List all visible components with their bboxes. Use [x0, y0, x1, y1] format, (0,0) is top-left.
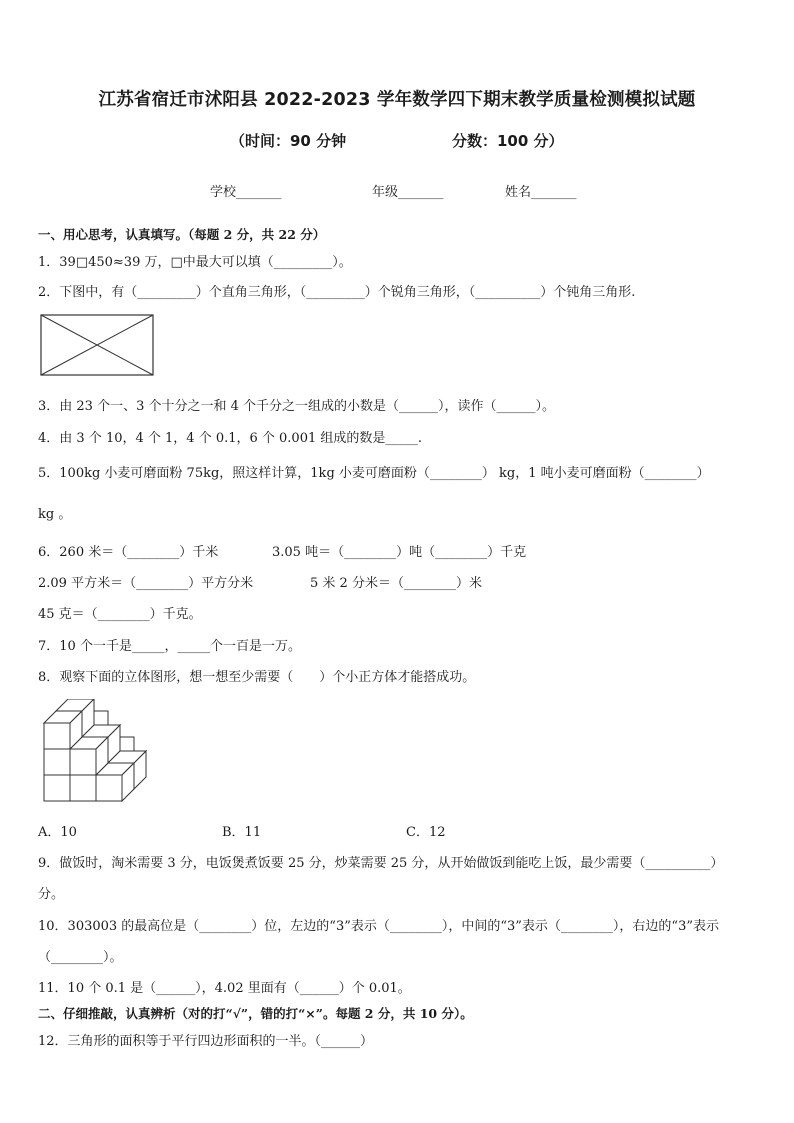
question-11: 11．10 个 0.1 是（______），4.02 里面有（______）个 0.01。: [38, 981, 411, 996]
question-7: 7．10 个一千是_____，_____个一百是一万。: [38, 639, 301, 654]
question-5-line-1: 5．100kg 小麦可磨面粉 75kg，照这样计算，1kg 小麦可磨面粉（________） kg，1 吨小麦可磨面粉（________）: [38, 466, 710, 481]
question-6-part-d: 5 米 2 分米＝（________）米: [310, 576, 482, 591]
question-3: 3．由 23 个一、3 个十分之一和 4 个千分之一组成的小数是（______），读作（______）。: [38, 399, 556, 414]
rectangle-with-diagonals-icon: [40, 314, 156, 378]
question-12: 12．三角形的面积等于平行四边形面积的一半。（______）: [38, 1034, 374, 1049]
question-6-part-e: 45 克＝（________）千克。: [38, 607, 202, 622]
question-5-line-2: kg 。: [38, 507, 72, 522]
question-8: 8．观察下面的立体图形，想一想至少需要（ ）个小正方体才能搭成功。: [38, 670, 476, 685]
option-c: C．12: [406, 825, 446, 840]
grade-field: 年级_______: [372, 185, 444, 200]
question-10-line-2: （________）。: [38, 950, 123, 965]
question-6-part-b: 3.05 吨＝（________）吨（________）千克: [272, 545, 527, 560]
question-6-part-c: 2.09 平方米＝（________）平方分米: [38, 576, 254, 591]
question-9-line-2: 分。: [38, 887, 65, 902]
question-4: 4．由 3 个 10，4 个 1，4 个 0.1，6 个 0.001 组成的数是_____.: [38, 431, 423, 446]
exam-score: 分数：100 分）: [452, 132, 564, 150]
option-b: B．11: [222, 825, 262, 840]
section-2-heading: 二、仔细推敲，认真辨析（对的打“√”，错的打“×”。每题 2 分，共 10 分）。: [38, 1006, 473, 1021]
question-1: 1．39□450≈39 万，□中最大可以填（_________）。: [38, 255, 352, 270]
option-a: A．10: [38, 825, 77, 840]
question-9-line-1: 9．做饭时，淘米需要 3 分，电饭煲煮饭要 25 分，炒菜需要 25 分，从开始做饭到能吃上饭，最少需要（__________）: [38, 856, 724, 871]
school-field: 学校_______: [210, 185, 282, 200]
section-1-heading: 一、用心思考，认真填写。（每题 2 分，共 22 分）: [38, 227, 326, 242]
exam-title: 江苏省宿迁市沭阳县 2022-2023 学年数学四下期末教学质量检测模拟试题: [98, 90, 696, 110]
question-6-part-a: 6．260 米＝（________）千米: [38, 545, 219, 560]
exam-time: （时间：90 分钟: [230, 132, 347, 150]
name-field: 姓名_______: [505, 185, 577, 200]
stacked-cubes-icon: [40, 699, 160, 807]
question-10-line-1: 10．303003 的最高位是（________）位，左边的“3”表示（________），中间的“3”表示（________），右边的“3”表示: [38, 919, 719, 934]
question-2: 2．下图中，有（_________）个直角三角形，（_________）个锐角三角形，（__________）个钝角三角形.: [38, 285, 636, 300]
